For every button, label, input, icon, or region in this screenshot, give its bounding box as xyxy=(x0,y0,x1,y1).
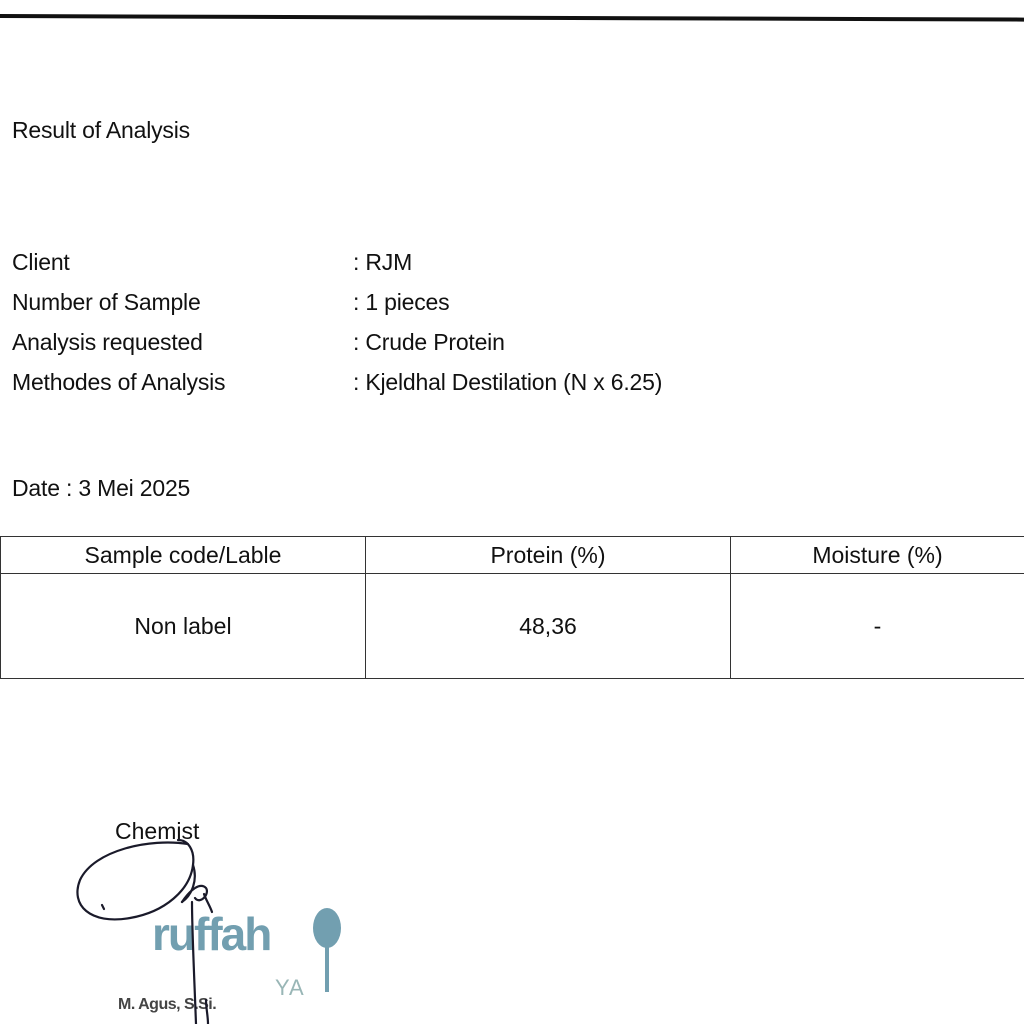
column-header-moisture: Moisture (%) xyxy=(731,537,1024,574)
column-header-protein: Protein (%) xyxy=(366,537,731,574)
chemist-label: Chemist xyxy=(115,818,200,844)
table-row xyxy=(1,574,1024,679)
sample-count-label: Number of Sample xyxy=(12,289,201,315)
sample-count-value: : 1 pieces xyxy=(353,289,450,315)
client-value: : RJM xyxy=(353,249,413,275)
svg-text:YA: YA xyxy=(275,975,305,1000)
signer-name: M. Agus, S.Si. xyxy=(118,996,217,1013)
cell-protein: 48,36 xyxy=(366,574,731,679)
document-title: Result of Analysis xyxy=(12,117,190,143)
table-header-row xyxy=(1,537,1024,574)
analysis-method-value: : Kjeldhal Destilation (N x 6.25) xyxy=(353,369,663,395)
cell-sample-code: Non label xyxy=(1,574,366,679)
svg-text:ruffah: ruffah xyxy=(152,908,271,960)
top-rule xyxy=(0,14,1024,22)
handwritten-signature xyxy=(60,810,380,1024)
cell-moisture: - xyxy=(731,574,1024,679)
column-header-sample-code: Sample code/Lable xyxy=(1,537,366,574)
analysis-requested-label: Analysis requested xyxy=(12,329,203,355)
signature-block xyxy=(60,810,380,1024)
analysis-requested-value: : Crude Protein xyxy=(353,329,505,355)
results-table xyxy=(0,536,1024,679)
analysis-method-label: Methodes of Analysis xyxy=(12,369,226,395)
client-label: Client xyxy=(12,249,70,275)
analysis-date: Date : 3 Mei 2025 xyxy=(12,475,191,501)
